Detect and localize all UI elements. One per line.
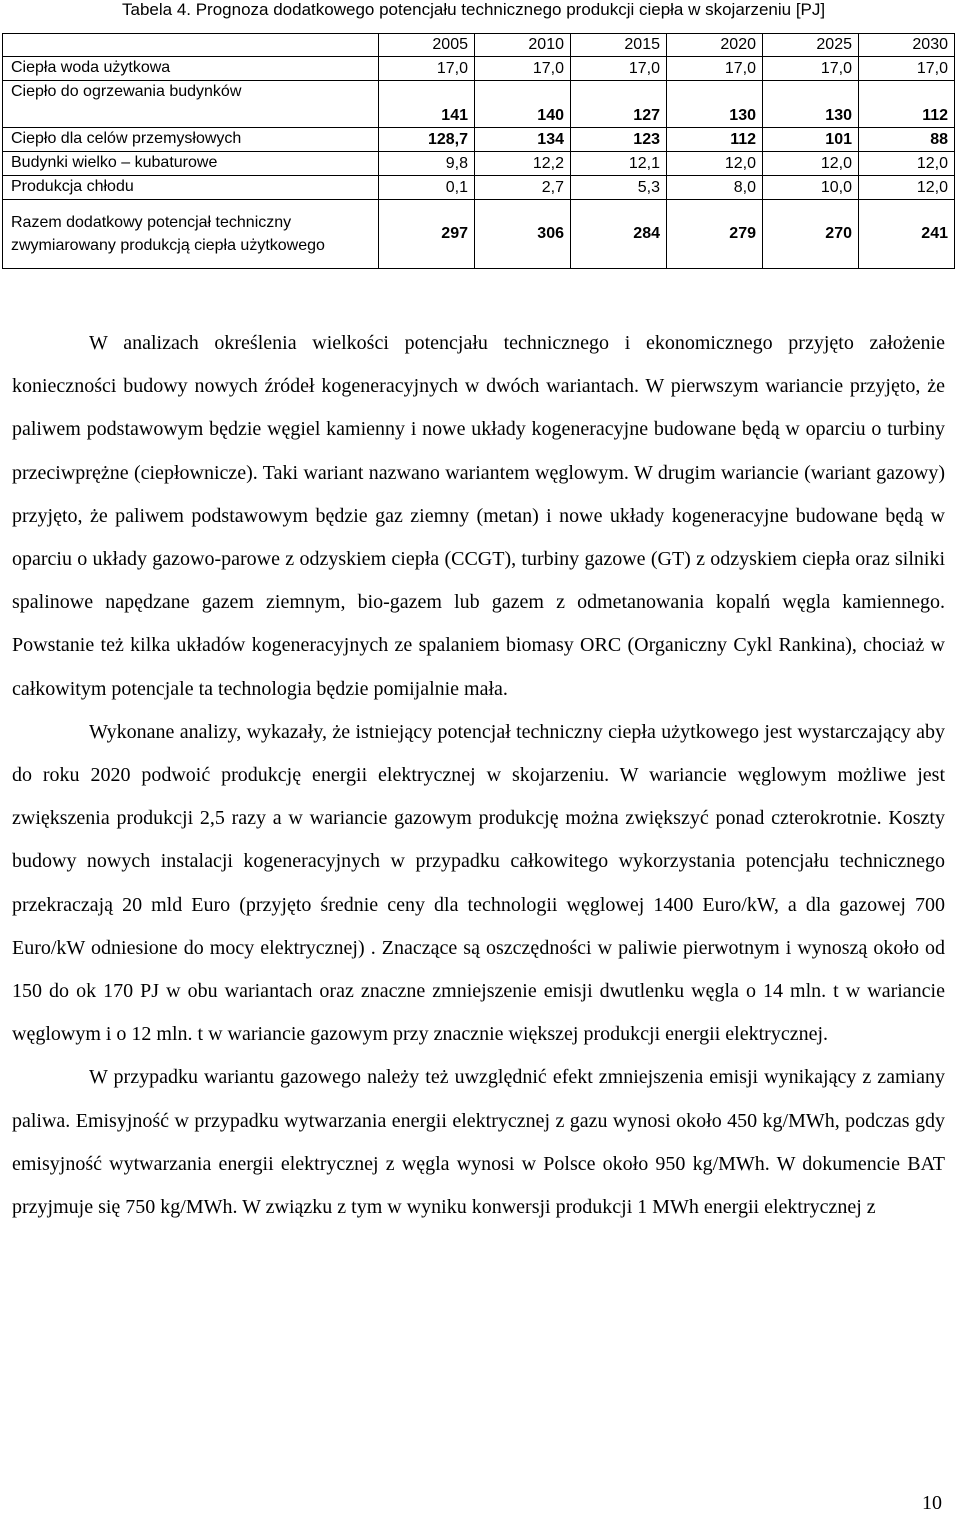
table-cell: 270 (763, 200, 859, 269)
table-cell: 127 (571, 81, 667, 128)
paragraph: W analizach określenia wielkości potencjału technicznego i ekonomicznego przyjęto założenie konieczności budowy nowych źródeł kogeneracyjnych w dwóch wariantach. W pierwszym wariancie przyjęto, że paliwem podstawowym będzie węgiel kamienny i nowe układy kogeneracyjne budowane będą w oparciu o turbiny przeciwprężne (ciepłownicze). Taki wariant nazwano wariantem węglowym. W drugim wariancie (wariant gazowy) przyjęto, że paliwem podstawowym będzie gaz ziemny (metan) i nowe układy kogeneracyjne budowane będą w oparciu o układy gazowo-parowe z odzyskiem ciepła (CCGT), turbiny gazowe (GT) z odzyskiem ciepła oraz silniki spalinowe napędzane gazem ziemnym, bio-gazem lub gazem z odmetanowania kopalń węgla kamiennego. Powstanie też kilka układów kogeneracyjnych ze spalaniem biomasy ORC (Organiczny Cykl Rankina), chociaż w całkowitym potencjale ta technologia będzie pomijalnie mała. (12, 332, 945, 700)
row-label: Produkcja chłodu (3, 176, 379, 200)
table-cell: 17,0 (571, 57, 667, 81)
table-cell: 101 (763, 128, 859, 152)
table-cell: 5,3 (571, 176, 667, 200)
table-cell: 141 (379, 81, 475, 128)
table-row (3, 57, 955, 81)
table-row (3, 128, 955, 152)
table-cell: 128,7 (379, 128, 475, 152)
paragraph: W przypadku wariantu gazowego należy też uwzględnić efekt zmniejszenia emisji wynikający z zamiany paliwa. Emisyjność w przypadku wytwarzania energii elektrycznej z gazu wynosi około 450 kg/MWh, podczas gdy emisyjność wytwarzania energii elektrycznej z węgla wynosi w Polsce około 950 kg/MWh. W dokumencie BAT przyjmuje się 750 kg/MWh. W związku z tym w wyniku konwersji produkcji 1 MWh energii elektrycznej z (12, 1066, 945, 1219)
table-header-row (3, 34, 955, 57)
table-row-total (3, 200, 955, 269)
table-row (3, 152, 955, 176)
forecast-table (2, 33, 955, 269)
page-number: 10 (922, 1492, 942, 1514)
row-label: Ciepło dla celów przemysłowych (3, 128, 379, 152)
table-cell: 12,0 (859, 176, 955, 200)
year-header: 2025 (763, 34, 859, 57)
row-label: Razem dodatkowy potencjał techniczny zwymiarowany produkcją ciepła użytkowego (3, 200, 379, 269)
year-header: 2010 (475, 34, 571, 57)
table-cell: 12,0 (859, 152, 955, 176)
table-cell: 17,0 (667, 57, 763, 81)
row-label: Ciepło do ogrzewania budynków (3, 81, 379, 128)
paragraph: Wykonane analizy, wykazały, że istniejący potencjał techniczny ciepła użytkowego jest wystarczający aby do roku 2020 podwoić produkcję energii elektrycznej w skojarzeniu. W wariancie węglowym możliwe jest zwiększenia produkcji 2,5 razy a w wariancie gazowym produkcję można zwiększyć ponad czterokrotnie. Koszty budowy nowych instalacji kogeneracyjnych w przypadku całkowitego wykorzystania potencjału technicznego przekraczają 20 mld Euro (przyjęto średnie ceny dla technologii węglowej 1400 Euro/kW, a dla gazowej 700 Euro/kW odniesione do mocy elektrycznej) . Znaczące są oszczędności w paliwie pierwotnym i wynoszą około od 150 do ok 170 PJ w obu wariantach oraz znaczne zmniejszenie emisji dwutlenku węgla o 14 mln. t w wariancie węglowym i o 12 mln. t w wariancie gazowym przy znacznie większej produkcji energii elektrycznej. (12, 720, 945, 1046)
table-cell: 12,1 (571, 152, 667, 176)
table-cell: 284 (571, 200, 667, 269)
table-caption: Tabela 4. Prognoza dodatkowego potencjału technicznego produkcji ciepła w skojarzeniu [PJ] (122, 0, 826, 19)
table-cell: 306 (475, 200, 571, 269)
table-cell: 2,7 (475, 176, 571, 200)
table-cell: 12,0 (667, 152, 763, 176)
table-cell: 130 (667, 81, 763, 128)
year-header: 2020 (667, 34, 763, 57)
year-header: 2005 (379, 34, 475, 57)
table-cell: 17,0 (379, 57, 475, 81)
table-cell: 17,0 (763, 57, 859, 81)
table-cell: 134 (475, 128, 571, 152)
table-cell: 112 (667, 128, 763, 152)
table-row (3, 81, 955, 128)
table-row (3, 176, 955, 200)
table-cell: 0,1 (379, 176, 475, 200)
row-label: Budynki wielko – kubaturowe (3, 152, 379, 176)
table-cell: 12,2 (475, 152, 571, 176)
header-empty-cell (3, 34, 379, 57)
table-cell: 8,0 (667, 176, 763, 200)
table-cell: 17,0 (475, 57, 571, 81)
table-cell: 9,8 (379, 152, 475, 176)
table-cell: 17,0 (859, 57, 955, 81)
table-cell: 279 (667, 200, 763, 269)
year-header: 2030 (859, 34, 955, 57)
table-cell: 112 (859, 81, 955, 128)
year-header: 2015 (571, 34, 667, 57)
table-cell: 241 (859, 200, 955, 269)
body-text (12, 322, 945, 1229)
row-label: Ciepła woda użytkowa (3, 57, 379, 81)
table-cell: 130 (763, 81, 859, 128)
table-cell: 140 (475, 81, 571, 128)
table-cell: 88 (859, 128, 955, 152)
table-cell: 12,0 (763, 152, 859, 176)
table-cell: 123 (571, 128, 667, 152)
table-cell: 10,0 (763, 176, 859, 200)
table-cell: 297 (379, 200, 475, 269)
